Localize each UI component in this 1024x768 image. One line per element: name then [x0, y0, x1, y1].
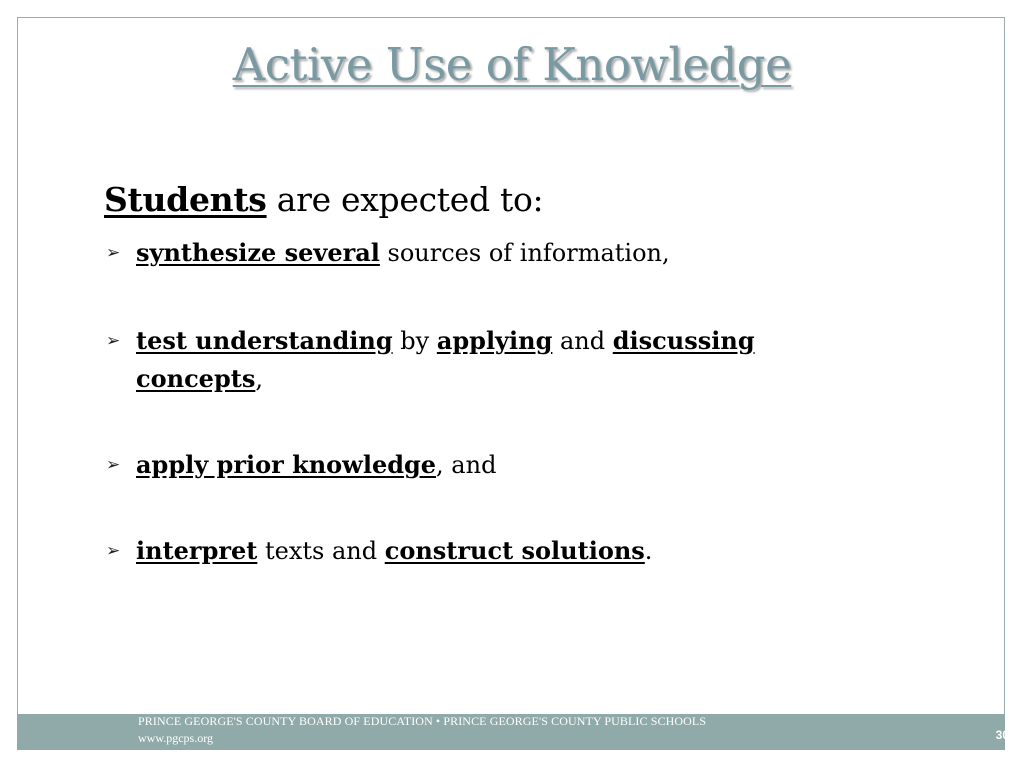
bullet-keyword: discussing concepts — [136, 326, 755, 393]
page-number: 30 — [995, 728, 1009, 742]
slide-title: Active Use of Knowledge — [232, 38, 792, 91]
bullet-keyword: test understanding — [136, 326, 393, 355]
bullet-keyword: synthesize several — [136, 238, 380, 267]
bullet-text: , — [255, 365, 263, 393]
footer-url[interactable]: www.pgcps.org — [138, 731, 213, 745]
lead-rest: are expected to: — [266, 180, 544, 219]
bullet-item-test-understanding — [104, 322, 824, 398]
footer-bar — [17, 714, 1009, 750]
bullet-text: texts and — [257, 537, 385, 565]
bullet-item-interpret — [104, 532, 824, 570]
bullet-text: , and — [436, 451, 497, 479]
lead-keyword: Students — [104, 180, 267, 219]
bullet-text: and — [552, 327, 613, 355]
bullet-list — [104, 234, 824, 570]
arrow-bullet-icon: ➢ — [106, 541, 121, 561]
bullet-text: sources of information, — [379, 239, 670, 267]
arrow-bullet-icon: ➢ — [106, 331, 121, 351]
lead-text — [104, 180, 543, 219]
bullet-item-apply-prior — [104, 446, 824, 484]
bullet-keyword: construct solutions — [384, 536, 645, 565]
bullet-item-synthesize — [104, 234, 824, 272]
bullet-keyword: apply prior knowledge — [136, 450, 437, 479]
arrow-bullet-icon: ➢ — [106, 455, 121, 475]
bullet-keyword: applying — [436, 326, 553, 355]
bullet-text: by — [392, 327, 437, 355]
arrow-bullet-icon: ➢ — [106, 243, 121, 263]
bullet-keyword: interpret — [136, 536, 258, 565]
footer-org-name: PRINCE GEORGE'S COUNTY BOARD OF EDUCATION • PRINCE GEORGE'S COUNTY PUBLIC SCHOOLS — [138, 714, 707, 728]
bullet-text: . — [644, 537, 653, 565]
